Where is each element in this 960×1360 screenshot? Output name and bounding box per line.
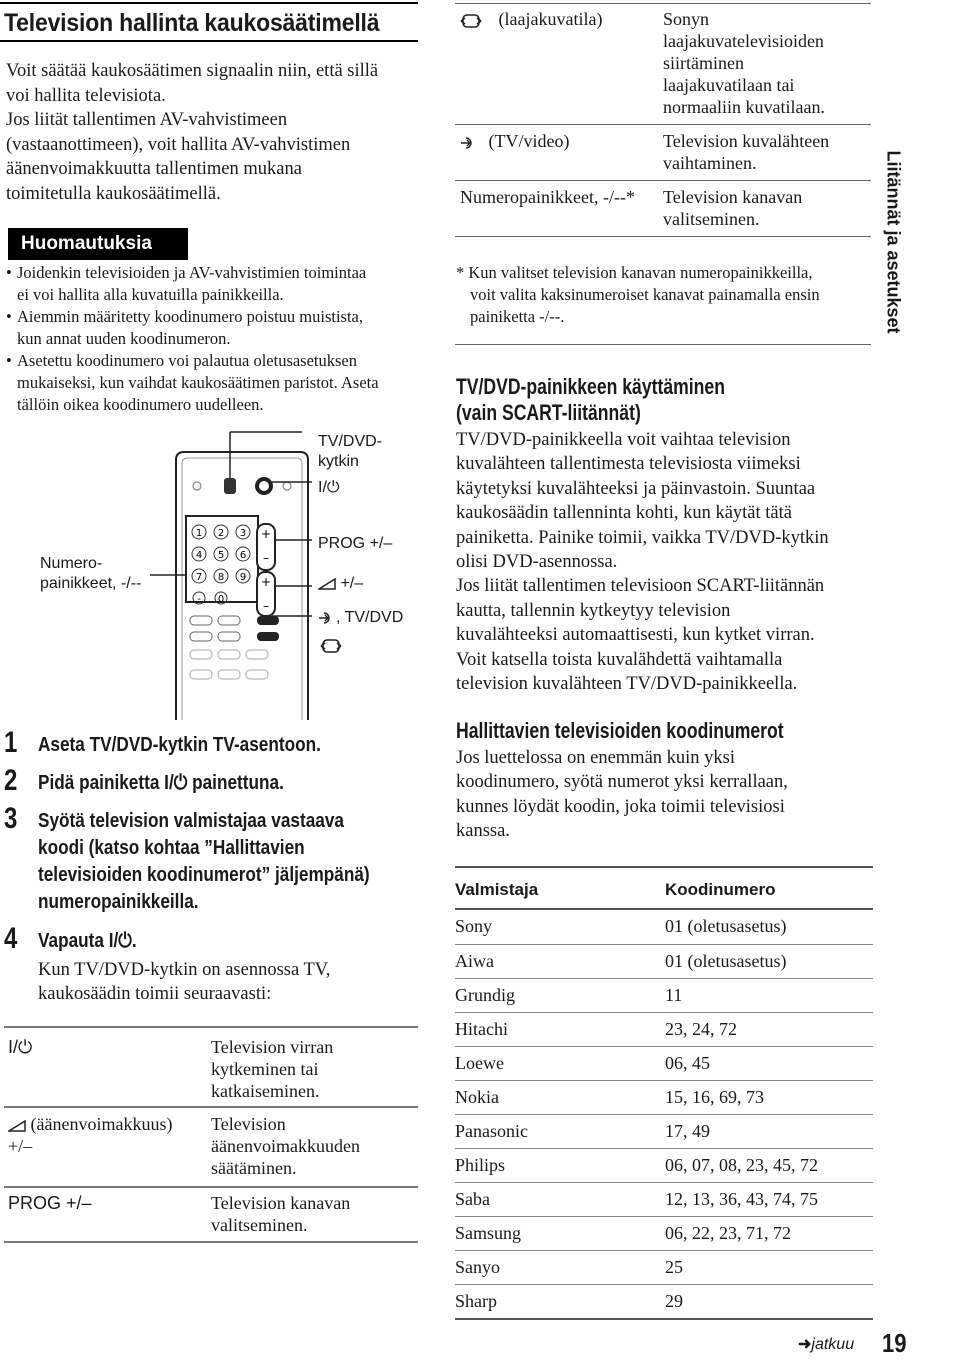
column-header-maker: Valmistaja bbox=[455, 880, 539, 899]
section-side-tab: Liitännät ja asetukset bbox=[883, 150, 904, 334]
table-divider bbox=[4, 1106, 418, 1108]
intro-paragraph bbox=[6, 59, 418, 207]
tvdvd-section-heading: TV/DVD-painikkeen käyttäminen (vain SCART-liitännät) bbox=[456, 374, 725, 425]
svg-text:–: – bbox=[263, 599, 269, 613]
number-key: 2 bbox=[217, 528, 225, 539]
function-desc: Sonyn laajakuvatelevisioiden siirtäminen laajakuvatilaan tai normaaliin kuvatilaan. bbox=[663, 9, 825, 117]
table-row: Saba 12, 13, 36, 43, 74, 75 bbox=[455, 1182, 873, 1216]
function-desc: Television kanavan valitseminen. bbox=[663, 187, 803, 229]
page-title-text: Television hallinta kaukosäätimellä bbox=[4, 9, 380, 37]
table-divider bbox=[4, 1186, 418, 1188]
table-row: Aiwa 01 (oletusasetus) bbox=[455, 944, 873, 978]
number-key: 8 bbox=[217, 572, 225, 583]
intro-line: (vastaanottimeen), voit hallita AV-vahvistimen bbox=[6, 134, 351, 155]
page-number: 19 bbox=[882, 1328, 907, 1358]
tvdvd-button-label: , TV/DVD bbox=[318, 608, 403, 628]
function-key: I/⏻ bbox=[8, 1037, 33, 1057]
table-row: Samsung 06, 22, 23, 71, 72 bbox=[455, 1216, 873, 1250]
input-select-icon bbox=[460, 136, 478, 150]
note-item: • Asetettu koodinumero voi palautua oletusasetuksen mukaiseksi, kun vaihdat kaukosäätimen paristot. Aseta tällöin oikea koodinumero uudelleen. bbox=[6, 350, 418, 416]
wide-mode-icon bbox=[460, 11, 482, 31]
function-key: PROG +/– bbox=[8, 1193, 92, 1213]
table-row: Panasonic 17, 49 bbox=[455, 1114, 873, 1148]
table-divider bbox=[4, 1241, 418, 1243]
number-buttons-label: Numero- painikkeet, -/-- bbox=[40, 555, 142, 592]
number-key: 4 bbox=[195, 550, 203, 561]
intro-line: voi hallita televisiota. bbox=[6, 85, 166, 106]
remote-illustration bbox=[0, 420, 420, 720]
table-row: Philips 06, 07, 08, 23, 45, 72 bbox=[455, 1148, 873, 1182]
svg-text:+: + bbox=[260, 575, 272, 589]
intro-line: Voit säätää kaukosäätimen signaalin niin, että sillä bbox=[6, 61, 379, 81]
column-header-code: Koodinumero bbox=[665, 880, 776, 899]
arrow-right-icon: ➜ bbox=[798, 1336, 812, 1353]
intro-line: toimitetulla kaukosäätimellä. bbox=[6, 183, 221, 204]
footnote: * Kun valitset television kanavan numeropainikkeilla, voit valita kaksinumeroiset kanavat painamalla ensin painiketta -/--. bbox=[456, 263, 820, 326]
table-row: Loewe 06, 45 bbox=[455, 1046, 873, 1080]
function-key: (äänenvoimakkuus) +/– bbox=[8, 1114, 173, 1156]
function-key: Numeropainikkeet, -/--* bbox=[460, 187, 635, 207]
number-key: 9 bbox=[239, 572, 247, 583]
table-row: Sanyo 25 bbox=[455, 1250, 873, 1284]
step-4: 4 Vapauta I/⏻. Kun TV/DVD-kytkin on asennossa TV, kaukosäädin toimii seuraavasti: bbox=[4, 922, 331, 1004]
number-key: 0 bbox=[217, 594, 225, 605]
notes-list bbox=[6, 262, 418, 416]
page-title bbox=[0, 2, 418, 42]
number-key: 7 bbox=[195, 572, 203, 583]
table-row: Nokia 15, 16, 69, 73 bbox=[455, 1080, 873, 1114]
number-key: 5 bbox=[217, 550, 225, 561]
note-item: • Joidenkin televisioiden ja AV-vahvistimien toimintaa ei voi hallita alla kuvatuilla painikkeilla. bbox=[6, 262, 418, 306]
function-desc: Television kuvalähteen vaihtaminen. bbox=[663, 131, 830, 173]
table-row: Sony 01 (oletusasetus) bbox=[455, 916, 787, 936]
code-table-header bbox=[455, 866, 873, 910]
volume-icon bbox=[318, 578, 336, 590]
number-key: 6 bbox=[239, 550, 247, 561]
tvdvd-switch-label: TV/DVD- kytkin I/⏻ bbox=[318, 433, 382, 496]
table-row: Hitachi 23, 24, 72 bbox=[455, 1012, 873, 1046]
prog-label: PROG +/– bbox=[318, 535, 393, 552]
function-table-left bbox=[4, 1026, 418, 1028]
note-item: • Aiemmin määritetty koodinumero poistuu muistista, kun annat uuden koodinumeron. bbox=[6, 306, 418, 350]
table-bottom-rule bbox=[455, 1318, 873, 1320]
power-label: I/⏻ bbox=[318, 479, 340, 496]
notes-heading: Huomautuksia bbox=[8, 228, 188, 260]
intro-line: äänenvoimakkuutta tallentimen mukana bbox=[6, 159, 302, 180]
step-3: 3 Syötä television valmistajaa vastaava koodi (katso kohtaa ”Hallittavien televisioiden koodinumerot” jäljempänä) numeropainikkeilla. bbox=[4, 802, 370, 913]
intro-line: Jos liität tallentimen AV-vahvistimeen bbox=[6, 110, 288, 131]
table-row: Sharp 29 bbox=[455, 1284, 873, 1318]
number-key: - bbox=[197, 594, 201, 605]
input-select-icon bbox=[318, 611, 336, 625]
svg-text:–: – bbox=[263, 551, 269, 565]
function-desc: Television virran kytkeminen tai katkaiseminen. bbox=[211, 1037, 334, 1101]
volume-icon bbox=[8, 1120, 26, 1132]
table-row: Grundig 11 bbox=[455, 978, 873, 1012]
volume-label: +/– bbox=[318, 574, 363, 594]
number-key: 1 bbox=[195, 528, 203, 539]
codes-section-body: Jos luettelossa on enemmän kuin yksi koodinumero, syötä numerot yksi kerrallaan, kunnes löydät koodin, joka toimii televisiosi kanssa. bbox=[456, 748, 788, 842]
function-desc: Television kanavan valitseminen. bbox=[211, 1193, 351, 1235]
step-1: 1 Aseta TV/DVD-kytkin TV-asentoon. bbox=[4, 726, 321, 759]
number-key: 3 bbox=[239, 528, 247, 539]
function-desc: Television äänenvoimakkuuden säätäminen. bbox=[211, 1114, 360, 1178]
tvdvd-section-body: TV/DVD-painikkeella voit vaihtaa television kuvalähteen tallentimesta televisiosta viimeksi käytetyksi kuvalähteeksi ja päinvastoin. Suuntaa kaukosäädin tallenninta kohti, kun käytät tätä painiketta. Painike toimii, vaikka TV/DVD-kytkin olisi DVD-asennossa. Jos liität tallentimen televisioon SCART-liitännän kautta, tallennin kytkeytyy television kuvalähteeksi automaattisesti, kun kytket virran. Voit katsella toista kuvalähdettä vaihtamalla television kuvalähteen TV/DVD-painikkeella. bbox=[456, 430, 829, 695]
function-key: (TV/video) bbox=[460, 130, 569, 152]
wide-mode-icon bbox=[320, 636, 342, 656]
function-key: (laajakuvatila) bbox=[460, 8, 602, 31]
step-2: 2 Pidä painiketta I/⏻ painettuna. bbox=[4, 764, 284, 797]
svg-text:+: + bbox=[260, 527, 272, 541]
wide-mode-label bbox=[320, 636, 342, 661]
continue-indicator: ➜jatkuu bbox=[798, 1336, 855, 1353]
codes-section-heading: Hallittavien televisioiden koodinumerot bbox=[456, 718, 784, 743]
